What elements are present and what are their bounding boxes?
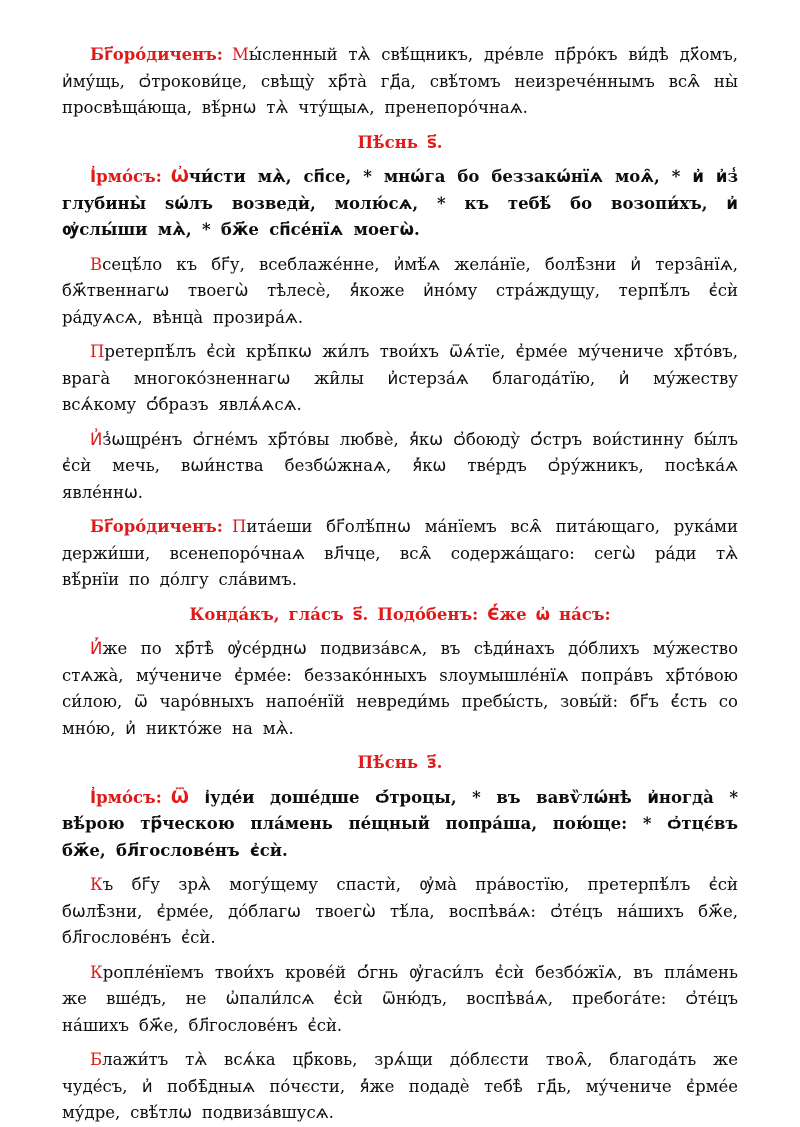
heading-kontakion: Конда́къ, гла́съ ѕ҃. Подо́бенъ: Є҆́же ѡ҆ на́съ: bbox=[189, 604, 611, 624]
initial-letter: Ѡ҆ bbox=[170, 167, 189, 186]
paragraph-text: ъ бг҃у зрѧ̀ могу́щему спастѝ, ѹ҆ма̀ пра́востїю, претерпѣ́лъ є҆сѝ бѡлѣ̑зни, є҆рме́е, до́благѡ твоегѡ̀ тѣ́ла, воспѣва́ѧ: ѻ҆те́цъ на́шихъ бж҃е, бл҃гослове́нъ є҆сѝ. bbox=[62, 875, 738, 947]
initial-letter: М bbox=[231, 45, 249, 64]
initial-letter: И҆́ bbox=[90, 639, 103, 658]
paragraph-text: ы́сленный тѧ̀ свѣ́щникъ, дре́вле пр҃ро́къ ви́дѣ дх҃омъ, и҆му́щь, ѻ҆трокови́це, свѣщу̀ хр҃та̀ гд҃а, свѣ́томъ неизрече́ннымъ всѧ̑ ны̀ просвѣща́юща, вѣ́рнѡ тѧ̀ чту́щыѧ, пренепоро́чнаѧ. bbox=[62, 45, 738, 117]
rubric-label: Бг҃оро́диченъ: bbox=[90, 45, 223, 64]
paragraph-irmos-song7 bbox=[62, 785, 738, 865]
initial-letter: К bbox=[90, 875, 103, 894]
heading-song-7: Пѣ́снь з҃. bbox=[357, 753, 443, 772]
paragraph-text: сецѣ́ло къ бг҃у, всеблаже́нне, и҆мѣ́ѧ жела́нїе, болѣ̑зни и҆ терза̑нїѧ, бж҃твеннагѡ твоегѡ̀ тѣлесѐ, я҆́коже и҆но́му стра́ждущу, терпѣ́лъ є҆сѝ ра́дуѧсѧ, вѣнца̀ прозира́ѧ. bbox=[62, 254, 738, 327]
paragraph-theotokion-song5 bbox=[62, 42, 738, 122]
initial-letter: И҆ bbox=[90, 429, 103, 449]
paragraph-troparion-2 bbox=[62, 339, 738, 419]
paragraph-text: ретерпѣ́лъ є҆сѝ крѣ́пкѡ жи́лъ твои́хъ ѿѧ́тїе, є҆рме́е му́чениче хр҃то́въ, врага̀ многоко́зненнагѡ жи̑лы и҆стерза́ѧ благода́тїю, и҆ му́жеству всѧ́кому ѻ҆́бразъ явлѧ́ѧсѧ. bbox=[62, 342, 738, 414]
rubric-label: Бг҃оро́диченъ: bbox=[90, 517, 223, 536]
paragraph-troparion-6 bbox=[62, 1047, 738, 1127]
paragraph-troparion-1 bbox=[62, 252, 738, 332]
rubric-label: І҆рмо́съ: bbox=[90, 787, 162, 807]
initial-letter: П bbox=[231, 517, 247, 536]
paragraph-text: і҆уде́и доше́дше ѻ҆́троцы, * въ вавѷлѡ́нѣ и҆ногда̀ * вѣ́рою тр҃ческою пла́мень пе́щный попра́ша, пою́ще: * ѻ҆тцє́въ бж҃е, бл҃гослове́нъ є҆сѝ. bbox=[62, 787, 738, 860]
rubric-label: І҆рмо́съ: bbox=[90, 167, 162, 186]
paragraph-text: з̾ѡщре́нъ ѻ҆гне́мъ хр҃то́вы любвѐ, я҆́кѡ ѻ҆боюду̀ ѻ҆́стръ вои́стинну бы́лъ є҆сѝ мечь, вѡи́нства безбѡ́жнаѧ, я҆́кѡ тве́рдъ ѻ҆ру́жникъ, посѣка́ѧ явле́ннѡ. bbox=[62, 429, 738, 502]
initial-letter: Ѿ bbox=[170, 787, 189, 807]
paragraph-troparion-5 bbox=[62, 960, 738, 1040]
paragraph-irmos-song6 bbox=[62, 164, 738, 244]
paragraph-text: ропле́нїемъ твои́хъ крове́й ѻ҆́гнь ѹ҆гаси́лъ є҆сѝ безбо́жїѧ, въ пла́мень же вше́дъ, не ѡ҆пали́лсѧ є҆сѝ ѿню́дъ, воспѣва́ѧ, пребога́те: ѻ҆те́цъ на́шихъ бж҃е, бл҃гослове́нъ є҆сѝ. bbox=[62, 962, 738, 1035]
heading-song-6: Пѣ́снь ѕ҃. bbox=[357, 132, 443, 152]
paragraph-troparion-4 bbox=[62, 872, 738, 952]
paragraph-text: ита́еши бг҃олѣ́пнѡ ма́нїемъ всѧ̑ пита́ющаго, рука́ми держи́ши, всенепоро́чнаѧ вл҃чце, всѧ̑ содержа́щаго: сегѡ̀ ра́ди тѧ̀ вѣ́рнїи по до́лгу сла́вимъ. bbox=[62, 517, 738, 589]
paragraph-kontakion bbox=[62, 636, 738, 742]
paragraph-text: лажи́тъ тѧ̀ всѧ́ка цр҃ковь, зрѧ́щи до́блєсти твоѧ̑, благода́ть же чуде́съ, и҆ побѣ̑дныѧ по́чєсти, я҆́же подадѐ тебѣ̀ гд҃ь, му́чениче є҆рме́е му́дре, свѣ́тлѡ подвиза́вшусѧ. bbox=[62, 1050, 738, 1122]
initial-letter: Б bbox=[90, 1050, 103, 1069]
paragraph-theotokion-song6 bbox=[62, 514, 738, 594]
paragraph-troparion-3 bbox=[62, 427, 738, 507]
initial-letter: К bbox=[90, 962, 103, 982]
paragraph-text: же по хр҃тѣ̀ ѹ҆се́рднѡ подвиза́всѧ, въ сѣди́нахъ до́блихъ му́жество стѧжа̀, му́чениче є҆рме́е: беззако́нныхъ ѕлоумышле́нїѧ попра́въ хр҃то́вою си́лою, ѿ чаро́вныхъ напое́нїй невреди́мь пребы́сть, зовы́й: бг҃ъ є҆́сть со мно́ю, и҆ никто́же на мѧ̀. bbox=[62, 639, 738, 738]
initial-letter: В bbox=[90, 254, 103, 274]
initial-letter: П bbox=[90, 342, 105, 361]
paragraph-text: чи́сти мѧ̀, сп҃се, * мнѡ́га бо беззакѡ́нїѧ моѧ̑, * и҆ и҆з̾ глубины̀ ѕѡ́лъ возведѝ, молю́сѧ, * къ тебѣ́ бо возопи́хъ, и҆ ѹ҆слы́ши мѧ̀, * бж҃е сп҃се́нїѧ моегѡ̀. bbox=[62, 167, 738, 239]
